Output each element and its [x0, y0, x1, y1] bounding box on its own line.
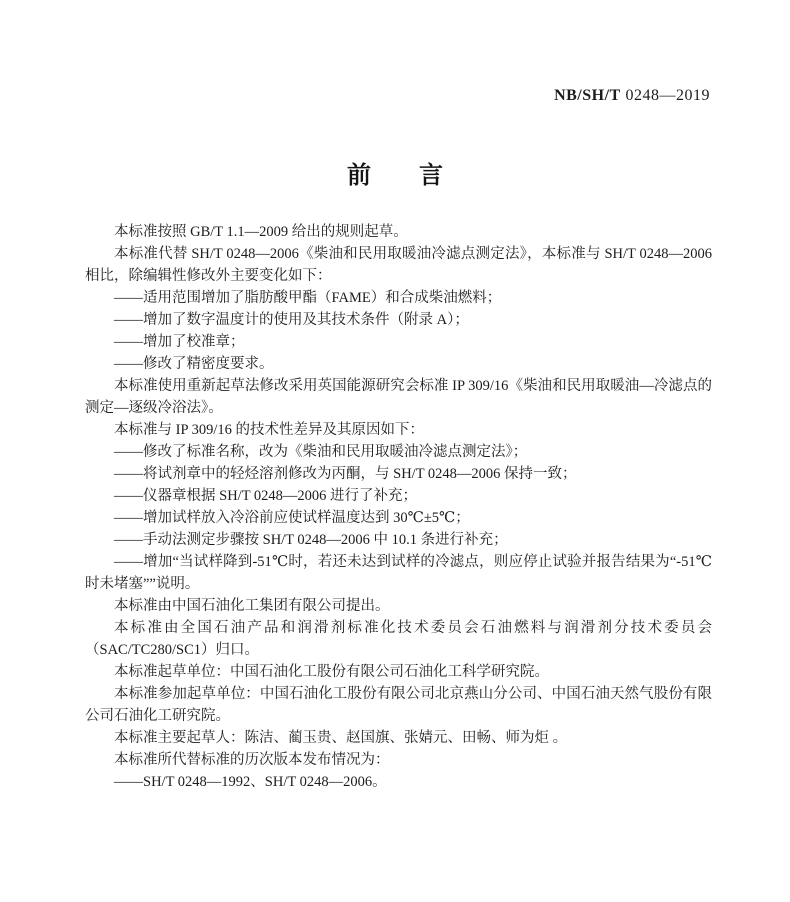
- paragraph: ——仪器章根据 SH/T 0248—2006 进行了补充；: [114, 488, 418, 504]
- paragraph: ——增加了数字温度计的使用及其技术条件（附录 A）；: [114, 312, 469, 328]
- paragraph: ——增加“当试样降到-51℃时，若还未达到试样的冷滤点，则应停止试验并报告结果为“-51℃时未堵塞””说明。: [85, 554, 712, 592]
- paragraph: 本标准代替 SH/T 0248—2006《柴油和民用取暖油冷滤点测定法》，本标准与 SH/T 0248—2006 相比，除编辑性修改外主要变化如下：: [85, 246, 712, 284]
- paragraph: ——修改了标准名称，改为《柴油和民用取暖油冷滤点测定法》；: [114, 444, 528, 460]
- standard-code: [554, 87, 710, 105]
- page-title: 前 言: [347, 161, 443, 189]
- paragraph: 本标准所代替标准的历次版本发布情况为：: [114, 752, 390, 768]
- standard-code-prefix: NB/SH/T: [554, 87, 621, 104]
- paragraph: ——手动法测定步骤按 SH/T 0248—2006 中 10.1 条进行补充；: [114, 532, 508, 548]
- paragraph: 本标准由全国石油产品和润滑剂标准化技术委员会石油燃料与润滑剂分技术委员会（SAC/TC280/SC1）归口。: [85, 620, 712, 658]
- paragraph: 本标准起草单位：中国石油化工股份有限公司石油化工科学研究院。: [114, 664, 549, 680]
- paragraph: 本标准使用重新起草法修改采用英国能源研究会标准 IP 309/16《柴油和民用取暖油—冷滤点的测定—逐级冷浴法》。: [85, 378, 712, 416]
- paragraph: ——修改了精密度要求。: [114, 356, 274, 372]
- paragraph: ——SH/T 0248—1992、SH/T 0248—2006。: [114, 774, 387, 790]
- paragraph: ——将试剂章中的轻烃溶剂修改为丙酮，与 SH/T 0248—2006 保持一致；: [114, 466, 577, 482]
- paragraph: 本标准按照 GB/T 1.1—2009 给出的规则起草。: [114, 224, 408, 240]
- paragraph: ——增加试样放入冷浴前应使试样温度达到 30℃±5℃；: [114, 510, 470, 526]
- paragraph: 本标准由中国石油化工集团有限公司提出。: [114, 598, 390, 614]
- paragraph: ——适用范围增加了脂肪酸甲酯（FAME）和合成柴油燃料；: [114, 290, 502, 306]
- standard-code-number: 0248—2019: [625, 87, 710, 104]
- paragraph: 本标准参加起草单位：中国石油化工股份有限公司北京燕山分公司、中国石油天然气股份有限公司石油化工研究院。: [85, 686, 712, 724]
- foreword-body: [85, 221, 712, 793]
- paragraph: ——增加了校准章；: [114, 334, 245, 350]
- paragraph: 本标准主要起草人：陈洁、蔺玉贵、赵国旗、张婧元、田畅、师为炬 。: [114, 730, 568, 746]
- paragraph: 本标准与 IP 309/16 的技术性差异及其原因如下：: [114, 422, 425, 438]
